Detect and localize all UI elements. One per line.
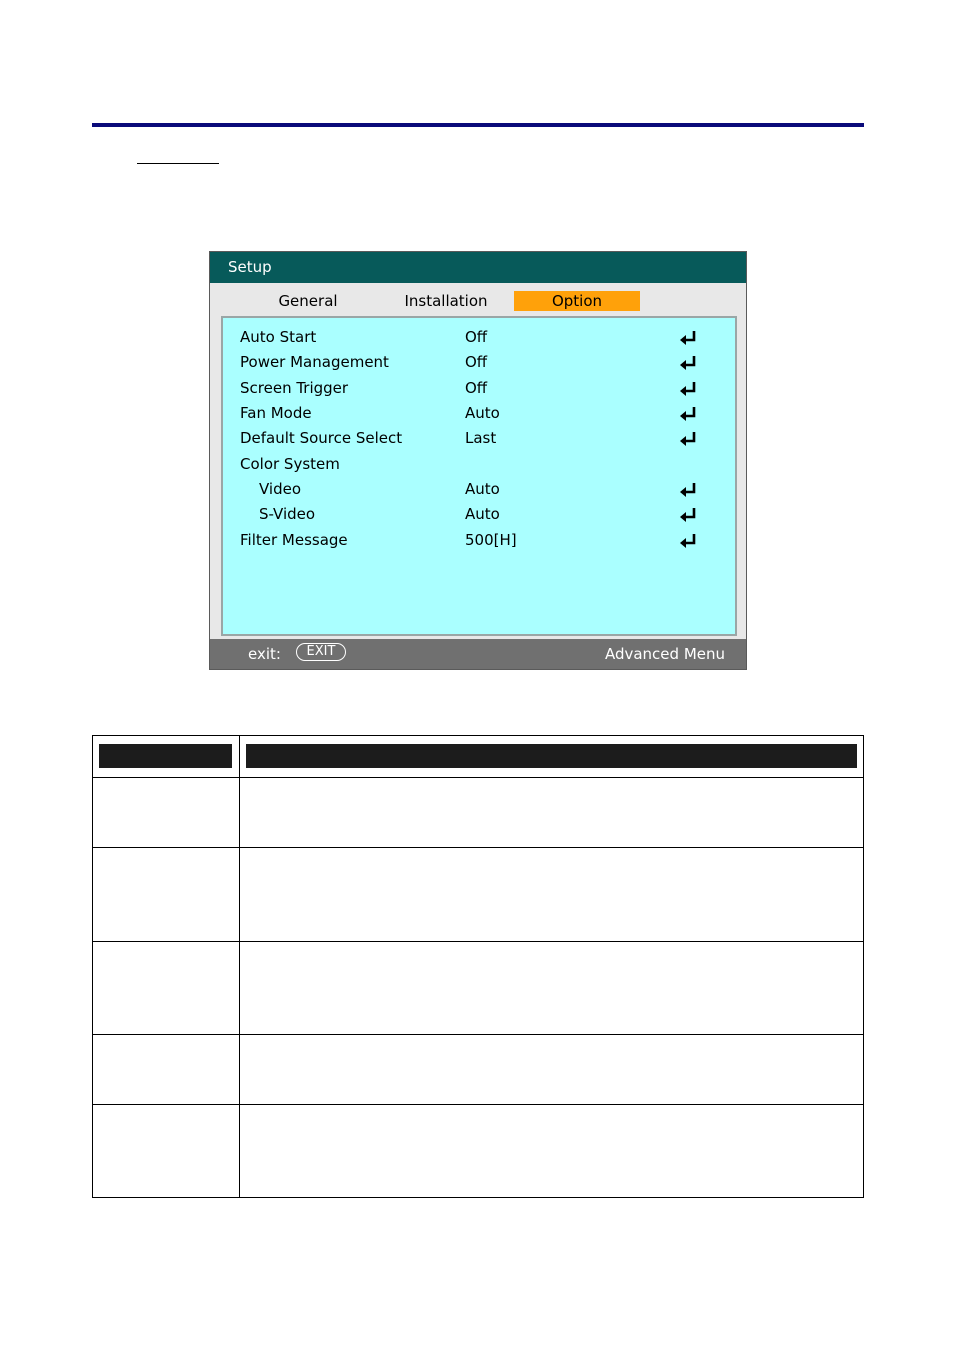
row-value: Auto xyxy=(465,480,500,498)
row-power-management[interactable] xyxy=(223,353,735,373)
row-value: Off xyxy=(465,353,488,371)
exit-label: exit: xyxy=(248,645,281,663)
page-top-rule xyxy=(92,123,864,127)
row-label: Screen Trigger xyxy=(240,379,349,397)
row-filter-message[interactable] xyxy=(223,531,735,551)
row-value: Off xyxy=(465,328,488,346)
row-label: Auto Start xyxy=(240,328,317,346)
enter-return-icon[interactable] xyxy=(679,405,699,423)
table-row-divider xyxy=(93,941,863,942)
row-label: Video xyxy=(259,480,302,498)
row-label: Fan Mode xyxy=(240,404,312,422)
row-default-source-select[interactable] xyxy=(223,429,735,449)
row-fan-mode[interactable] xyxy=(223,404,735,424)
row-label: Filter Message xyxy=(240,531,348,549)
advanced-menu-label: Advanced Menu xyxy=(604,645,725,663)
table-column-divider xyxy=(239,736,240,1197)
tab-option[interactable]: Option xyxy=(514,291,640,311)
table-header-description xyxy=(246,744,857,768)
osd-title: Setup xyxy=(228,258,272,276)
osd-footer-bar xyxy=(210,639,746,669)
row-value: Off xyxy=(465,379,488,397)
option-settings-panel xyxy=(221,316,737,636)
table-row-divider xyxy=(93,1104,863,1105)
row-s-video[interactable] xyxy=(223,505,735,525)
osd-title-bar xyxy=(210,252,746,283)
tab-installation[interactable]: Installation xyxy=(404,292,488,310)
enter-return-icon[interactable] xyxy=(679,354,699,372)
tab-general[interactable]: General xyxy=(278,292,338,310)
row-label: S-Video xyxy=(259,505,316,523)
enter-return-icon[interactable] xyxy=(679,430,699,448)
enter-return-icon[interactable] xyxy=(679,380,699,398)
row-value: 500[H] xyxy=(465,531,517,549)
osd-tab-bar xyxy=(212,285,744,315)
enter-return-icon[interactable] xyxy=(679,329,699,347)
row-video[interactable] xyxy=(223,480,735,500)
table-row-divider xyxy=(93,1034,863,1035)
table-row-divider xyxy=(93,847,863,848)
row-label: Default Source Select xyxy=(240,429,403,447)
row-auto-start[interactable] xyxy=(223,328,735,348)
exit-button[interactable]: EXIT xyxy=(296,643,346,661)
table-row-divider xyxy=(93,777,863,778)
description-table xyxy=(92,735,864,1198)
row-value: Auto xyxy=(465,404,500,422)
enter-return-icon[interactable] xyxy=(679,532,699,550)
enter-return-icon[interactable] xyxy=(679,506,699,524)
row-value: Auto xyxy=(465,505,500,523)
enter-return-icon[interactable] xyxy=(679,481,699,499)
setup-osd-window xyxy=(209,251,747,670)
row-label: Power Management xyxy=(240,353,389,371)
row-label: Color System xyxy=(240,455,340,473)
row-screen-trigger[interactable] xyxy=(223,379,735,399)
underline-mark xyxy=(137,163,219,164)
row-color-system xyxy=(223,455,735,475)
row-value: Last xyxy=(465,429,497,447)
table-header-item xyxy=(99,744,232,768)
